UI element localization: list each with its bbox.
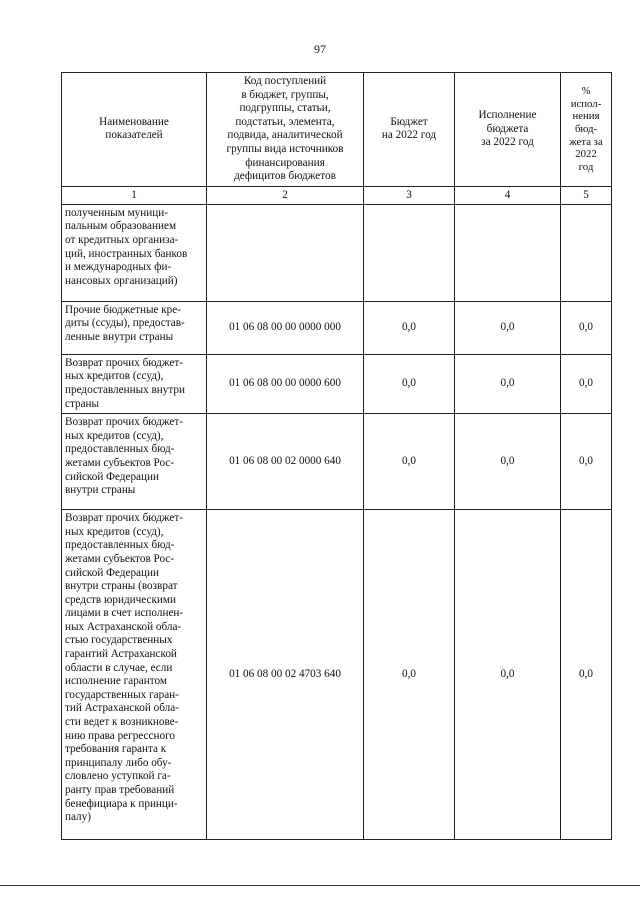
row-code xyxy=(207,204,364,301)
column-number: 1 xyxy=(62,186,207,204)
row-execution: 0,0 xyxy=(455,414,561,510)
row-budget: 0,0 xyxy=(364,354,455,413)
row-code: 01 06 08 00 00 0000 600 xyxy=(207,354,364,413)
row-percent: 0,0 xyxy=(561,414,612,510)
column-number: 3 xyxy=(364,186,455,204)
row-code: 01 06 08 00 02 0000 640 xyxy=(207,414,364,510)
column-header-budget: Бюджет на 2022 год xyxy=(364,73,455,187)
column-number-row xyxy=(62,186,612,204)
row-code: 01 06 08 00 02 4703 640 xyxy=(207,510,364,840)
row-name: Возврат прочих бюджет- ных кредитов (ссуд), предоставленных бюд- жетами субъектов Рос- сийской Федерации внутри страны (возврат средств юридическими лицами в счет исполнен- ных Астраханской обла- стью государственных гарантий Астраханской области в случае, если исполнение гарантом государственных гаран- тий Астраханской обла- сти ведет к возникнове- нию права регрессного требования гаранта к принципалу либо обу- словлено уступкой га- ранту прав требований бенефициара к принци- палу) xyxy=(62,510,207,840)
row-budget: 0,0 xyxy=(364,510,455,840)
row-code: 01 06 08 00 00 0000 000 xyxy=(207,301,364,354)
table-row xyxy=(62,301,612,354)
row-execution: 0,0 xyxy=(455,510,561,840)
row-name: Возврат прочих бюджет- ных кредитов (ссуд), предоставленных внутри страны xyxy=(62,354,207,413)
row-budget: 0,0 xyxy=(364,301,455,354)
row-name: Прочие бюджетные кре- диты (ссуды), предостав- ленные внутри страны xyxy=(62,301,207,354)
row-budget xyxy=(364,204,455,301)
row-percent: 0,0 xyxy=(561,510,612,840)
column-header-name: Наименование показателей xyxy=(62,73,207,187)
table-row xyxy=(62,204,612,301)
column-header-execution: Исполнение бюджета за 2022 год xyxy=(455,73,561,187)
table-row xyxy=(62,414,612,510)
row-name: Возврат прочих бюджет- ных кредитов (ссуд), предоставленных бюд- жетами субъектов Рос- сийской Федерации внутри страны xyxy=(62,414,207,510)
budget-table xyxy=(61,72,612,840)
column-header-percent: % испол- нения бюд- жета за 2022 год xyxy=(561,73,612,187)
table-header-row xyxy=(62,73,612,187)
table-row xyxy=(62,510,612,840)
row-percent xyxy=(561,204,612,301)
column-number: 2 xyxy=(207,186,364,204)
row-name: полученным муници- пальным образованием от кредитных организа- ций, иностранных банков и международных фи- нансовых организаций) xyxy=(62,204,207,301)
table-row xyxy=(62,354,612,413)
page-number: 97 xyxy=(314,42,326,56)
row-execution: 0,0 xyxy=(455,301,561,354)
row-execution: 0,0 xyxy=(455,354,561,413)
row-budget: 0,0 xyxy=(364,414,455,510)
row-percent: 0,0 xyxy=(561,301,612,354)
column-header-code: Код поступлений в бюджет, группы, подгруппы, статьи, подстатьи, элемента, подвида, аналитической группы вида источников финансирования дефицитов бюджетов xyxy=(207,73,364,187)
column-number: 5 xyxy=(561,186,612,204)
row-percent: 0,0 xyxy=(561,354,612,413)
page-bottom-rule xyxy=(0,885,640,886)
row-execution xyxy=(455,204,561,301)
column-number: 4 xyxy=(455,186,561,204)
